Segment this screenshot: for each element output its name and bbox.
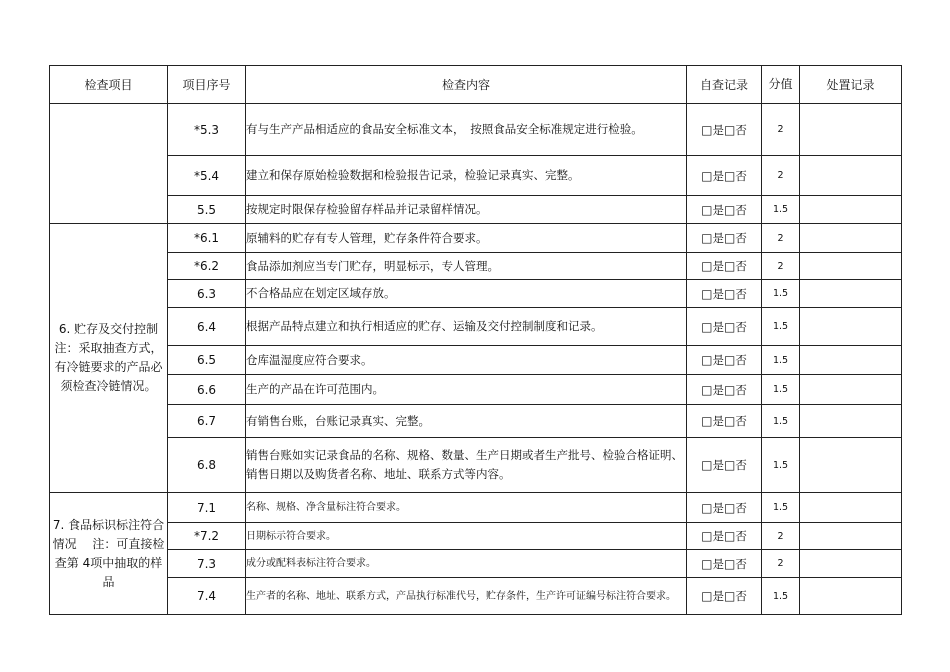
yes-label: 是 <box>712 500 724 515</box>
no-label: 否 <box>735 319 747 334</box>
yes-label: 是 <box>712 458 724 472</box>
yes-label: 是 <box>712 382 724 397</box>
self-check-cell <box>687 156 762 196</box>
disposal-cell[interactable] <box>800 578 902 615</box>
item-number: *6.1 <box>168 224 246 253</box>
disposal-cell[interactable] <box>800 375 902 405</box>
check-content: 生产者的名称、地址、联系方式，产品执行标准代号，贮存条件，生产许可证编号标注符合要求。 <box>246 578 687 615</box>
no-checkbox[interactable]: □ <box>724 382 736 397</box>
no-checkbox[interactable]: □ <box>724 286 736 301</box>
table-row <box>50 156 902 196</box>
no-checkbox[interactable]: □ <box>724 500 736 515</box>
self-check-cell <box>687 104 762 156</box>
table-row <box>50 196 902 224</box>
no-checkbox[interactable]: □ <box>724 168 736 183</box>
self-check-cell <box>687 438 762 493</box>
header-content: 检查内容 <box>246 66 687 104</box>
check-content: 建立和保存原始检验数据和检验报告记录，检验记录真实、完整。 <box>246 156 687 196</box>
check-content: 按规定时限保存检验留存样品并记录留样情况。 <box>246 196 687 224</box>
no-label: 否 <box>735 458 747 472</box>
no-label: 否 <box>735 122 747 137</box>
score-value: 1.5 <box>762 438 800 493</box>
no-label: 否 <box>735 500 747 515</box>
header-no: 项目序号 <box>168 66 246 104</box>
self-check-cell <box>687 578 762 615</box>
item-number: 7.4 <box>168 578 246 615</box>
table-row <box>50 308 902 346</box>
yes-label: 是 <box>712 414 724 428</box>
yes-checkbox[interactable]: □ <box>701 589 713 603</box>
self-check-cell <box>687 196 762 224</box>
check-content: 生产的产品在许可范围内。 <box>246 375 687 405</box>
score-value: 1.5 <box>762 493 800 523</box>
no-label: 否 <box>735 202 747 217</box>
no-checkbox[interactable]: □ <box>724 353 736 367</box>
header-disposal: 处置记录 <box>800 66 902 104</box>
disposal-cell[interactable] <box>800 104 902 156</box>
check-content: 日期标示符合要求。 <box>246 523 687 550</box>
no-label: 否 <box>735 259 747 273</box>
score-value: 2 <box>762 253 800 280</box>
disposal-cell[interactable] <box>800 224 902 253</box>
disposal-cell[interactable] <box>800 196 902 224</box>
item-number: 6.7 <box>168 405 246 438</box>
check-content: 成分或配料表标注符合要求。 <box>246 550 687 578</box>
no-checkbox[interactable]: □ <box>724 458 736 472</box>
yes-checkbox[interactable]: □ <box>701 414 713 428</box>
table-row <box>50 578 902 615</box>
no-checkbox[interactable]: □ <box>724 556 736 571</box>
disposal-cell[interactable] <box>800 253 902 280</box>
item-number: 6.6 <box>168 375 246 405</box>
yes-checkbox[interactable]: □ <box>701 458 713 472</box>
yes-label: 是 <box>712 122 724 137</box>
yes-label: 是 <box>712 168 724 183</box>
table-row <box>50 346 902 375</box>
self-check-cell <box>687 493 762 523</box>
self-check-cell <box>687 375 762 405</box>
no-checkbox[interactable]: □ <box>724 122 736 137</box>
disposal-cell[interactable] <box>800 405 902 438</box>
yes-checkbox[interactable]: □ <box>701 319 713 334</box>
disposal-cell[interactable] <box>800 156 902 196</box>
yes-checkbox[interactable]: □ <box>701 231 713 245</box>
item-number: 5.5 <box>168 196 246 224</box>
item-number: 7.3 <box>168 550 246 578</box>
check-item-group: 7. 食品标识标注符合情况 注：可直接检查第 4项中抽取的样品 <box>50 493 168 615</box>
self-check-cell <box>687 523 762 550</box>
yes-label: 是 <box>712 353 724 367</box>
table-row <box>50 550 902 578</box>
item-number: 6.8 <box>168 438 246 493</box>
table-row <box>50 280 902 308</box>
no-checkbox[interactable]: □ <box>724 202 736 217</box>
yes-checkbox[interactable]: □ <box>701 286 713 301</box>
yes-label: 是 <box>712 556 724 571</box>
yes-checkbox[interactable]: □ <box>701 353 713 367</box>
yes-checkbox[interactable]: □ <box>701 122 713 137</box>
item-number: *5.3 <box>168 104 246 156</box>
no-label: 否 <box>735 589 747 603</box>
item-number: 6.5 <box>168 346 246 375</box>
yes-checkbox[interactable]: □ <box>701 529 713 543</box>
no-checkbox[interactable]: □ <box>724 319 736 334</box>
no-label: 否 <box>735 529 747 543</box>
score-value: 1.5 <box>762 375 800 405</box>
check-content: 有与生产产品相适应的食品安全标准文本， 按照食品安全标准规定进行检验。 <box>246 104 687 156</box>
check-item-group: 6. 贮存及交付控制 注：采取抽查方式，有冷链要求的产品必须检查冷链情况。 <box>50 224 168 493</box>
yes-label: 是 <box>712 259 724 273</box>
table-row <box>50 438 902 493</box>
check-content: 根据产品特点建立和执行相适应的贮存、运输及交付控制制度和记录。 <box>246 308 687 346</box>
table-row <box>50 104 902 156</box>
score-value: 2 <box>762 550 800 578</box>
no-checkbox[interactable]: □ <box>724 529 736 543</box>
disposal-cell[interactable] <box>800 438 902 493</box>
yes-label: 是 <box>712 231 724 245</box>
item-number: 6.3 <box>168 280 246 308</box>
table-row <box>50 405 902 438</box>
no-label: 否 <box>735 231 747 245</box>
check-content: 销售台账如实记录食品的名称、规格、数量、生产日期或者生产批号、检验合格证明、销售日期以及购货者名称、地址、联系方式等内容。 <box>246 438 687 493</box>
yes-label: 是 <box>712 319 724 334</box>
table-row <box>50 523 902 550</box>
yes-checkbox[interactable]: □ <box>701 500 713 515</box>
yes-checkbox[interactable]: □ <box>701 556 713 571</box>
header-row <box>50 66 902 104</box>
no-label: 否 <box>735 414 747 428</box>
score-value: 1.5 <box>762 405 800 438</box>
yes-checkbox[interactable]: □ <box>701 382 713 397</box>
score-value: 1.5 <box>762 346 800 375</box>
self-check-cell <box>687 253 762 280</box>
self-check-cell <box>687 224 762 253</box>
check-content: 原辅料的贮存有专人管理，贮存条件符合要求。 <box>246 224 687 253</box>
self-check-cell <box>687 308 762 346</box>
yes-label: 是 <box>712 529 724 543</box>
disposal-cell[interactable] <box>800 523 902 550</box>
disposal-cell[interactable] <box>800 308 902 346</box>
yes-label: 是 <box>712 286 724 301</box>
disposal-cell[interactable] <box>800 280 902 308</box>
check-content: 有销售台账，台账记录真实、完整。 <box>246 405 687 438</box>
no-label: 否 <box>735 168 747 183</box>
header-item: 检查项目 <box>50 66 168 104</box>
score-value: 2 <box>762 523 800 550</box>
no-checkbox[interactable]: □ <box>724 259 736 273</box>
item-number: *7.2 <box>168 523 246 550</box>
table-row <box>50 253 902 280</box>
item-number: 7.1 <box>168 493 246 523</box>
check-content: 不合格品应在划定区域存放。 <box>246 280 687 308</box>
header-score: 分值 <box>762 66 800 104</box>
yes-checkbox[interactable]: □ <box>701 259 713 273</box>
self-check-cell <box>687 346 762 375</box>
check-item-group <box>50 104 168 224</box>
no-label: 否 <box>735 556 747 571</box>
score-value: 1.5 <box>762 196 800 224</box>
disposal-cell[interactable] <box>800 346 902 375</box>
self-check-cell <box>687 550 762 578</box>
no-checkbox[interactable]: □ <box>724 231 736 245</box>
yes-label: 是 <box>712 202 724 217</box>
yes-label: 是 <box>712 589 724 603</box>
table-body <box>50 104 902 615</box>
item-number: *5.4 <box>168 156 246 196</box>
score-value: 1.5 <box>762 280 800 308</box>
self-check-cell <box>687 280 762 308</box>
score-value: 2 <box>762 104 800 156</box>
disposal-cell[interactable] <box>800 550 902 578</box>
self-check-cell <box>687 405 762 438</box>
no-label: 否 <box>735 353 747 367</box>
score-value: 2 <box>762 224 800 253</box>
score-value: 2 <box>762 156 800 196</box>
yes-checkbox[interactable]: □ <box>701 168 713 183</box>
check-content: 名称、规格、净含量标注符合要求。 <box>246 493 687 523</box>
table-row <box>50 493 902 523</box>
check-content: 食品添加剂应当专门贮存，明显标示，专人管理。 <box>246 253 687 280</box>
no-label: 否 <box>735 382 747 397</box>
table-row <box>50 375 902 405</box>
item-number: 6.4 <box>168 308 246 346</box>
check-content: 仓库温湿度应符合要求。 <box>246 346 687 375</box>
no-checkbox[interactable]: □ <box>724 589 736 603</box>
item-number: *6.2 <box>168 253 246 280</box>
score-value: 1.5 <box>762 578 800 615</box>
yes-checkbox[interactable]: □ <box>701 202 713 217</box>
no-label: 否 <box>735 286 747 301</box>
disposal-cell[interactable] <box>800 493 902 523</box>
table-row <box>50 224 902 253</box>
no-checkbox[interactable]: □ <box>724 414 736 428</box>
score-value: 1.5 <box>762 308 800 346</box>
inspection-table <box>49 65 902 615</box>
header-self: 自查记录 <box>687 66 762 104</box>
